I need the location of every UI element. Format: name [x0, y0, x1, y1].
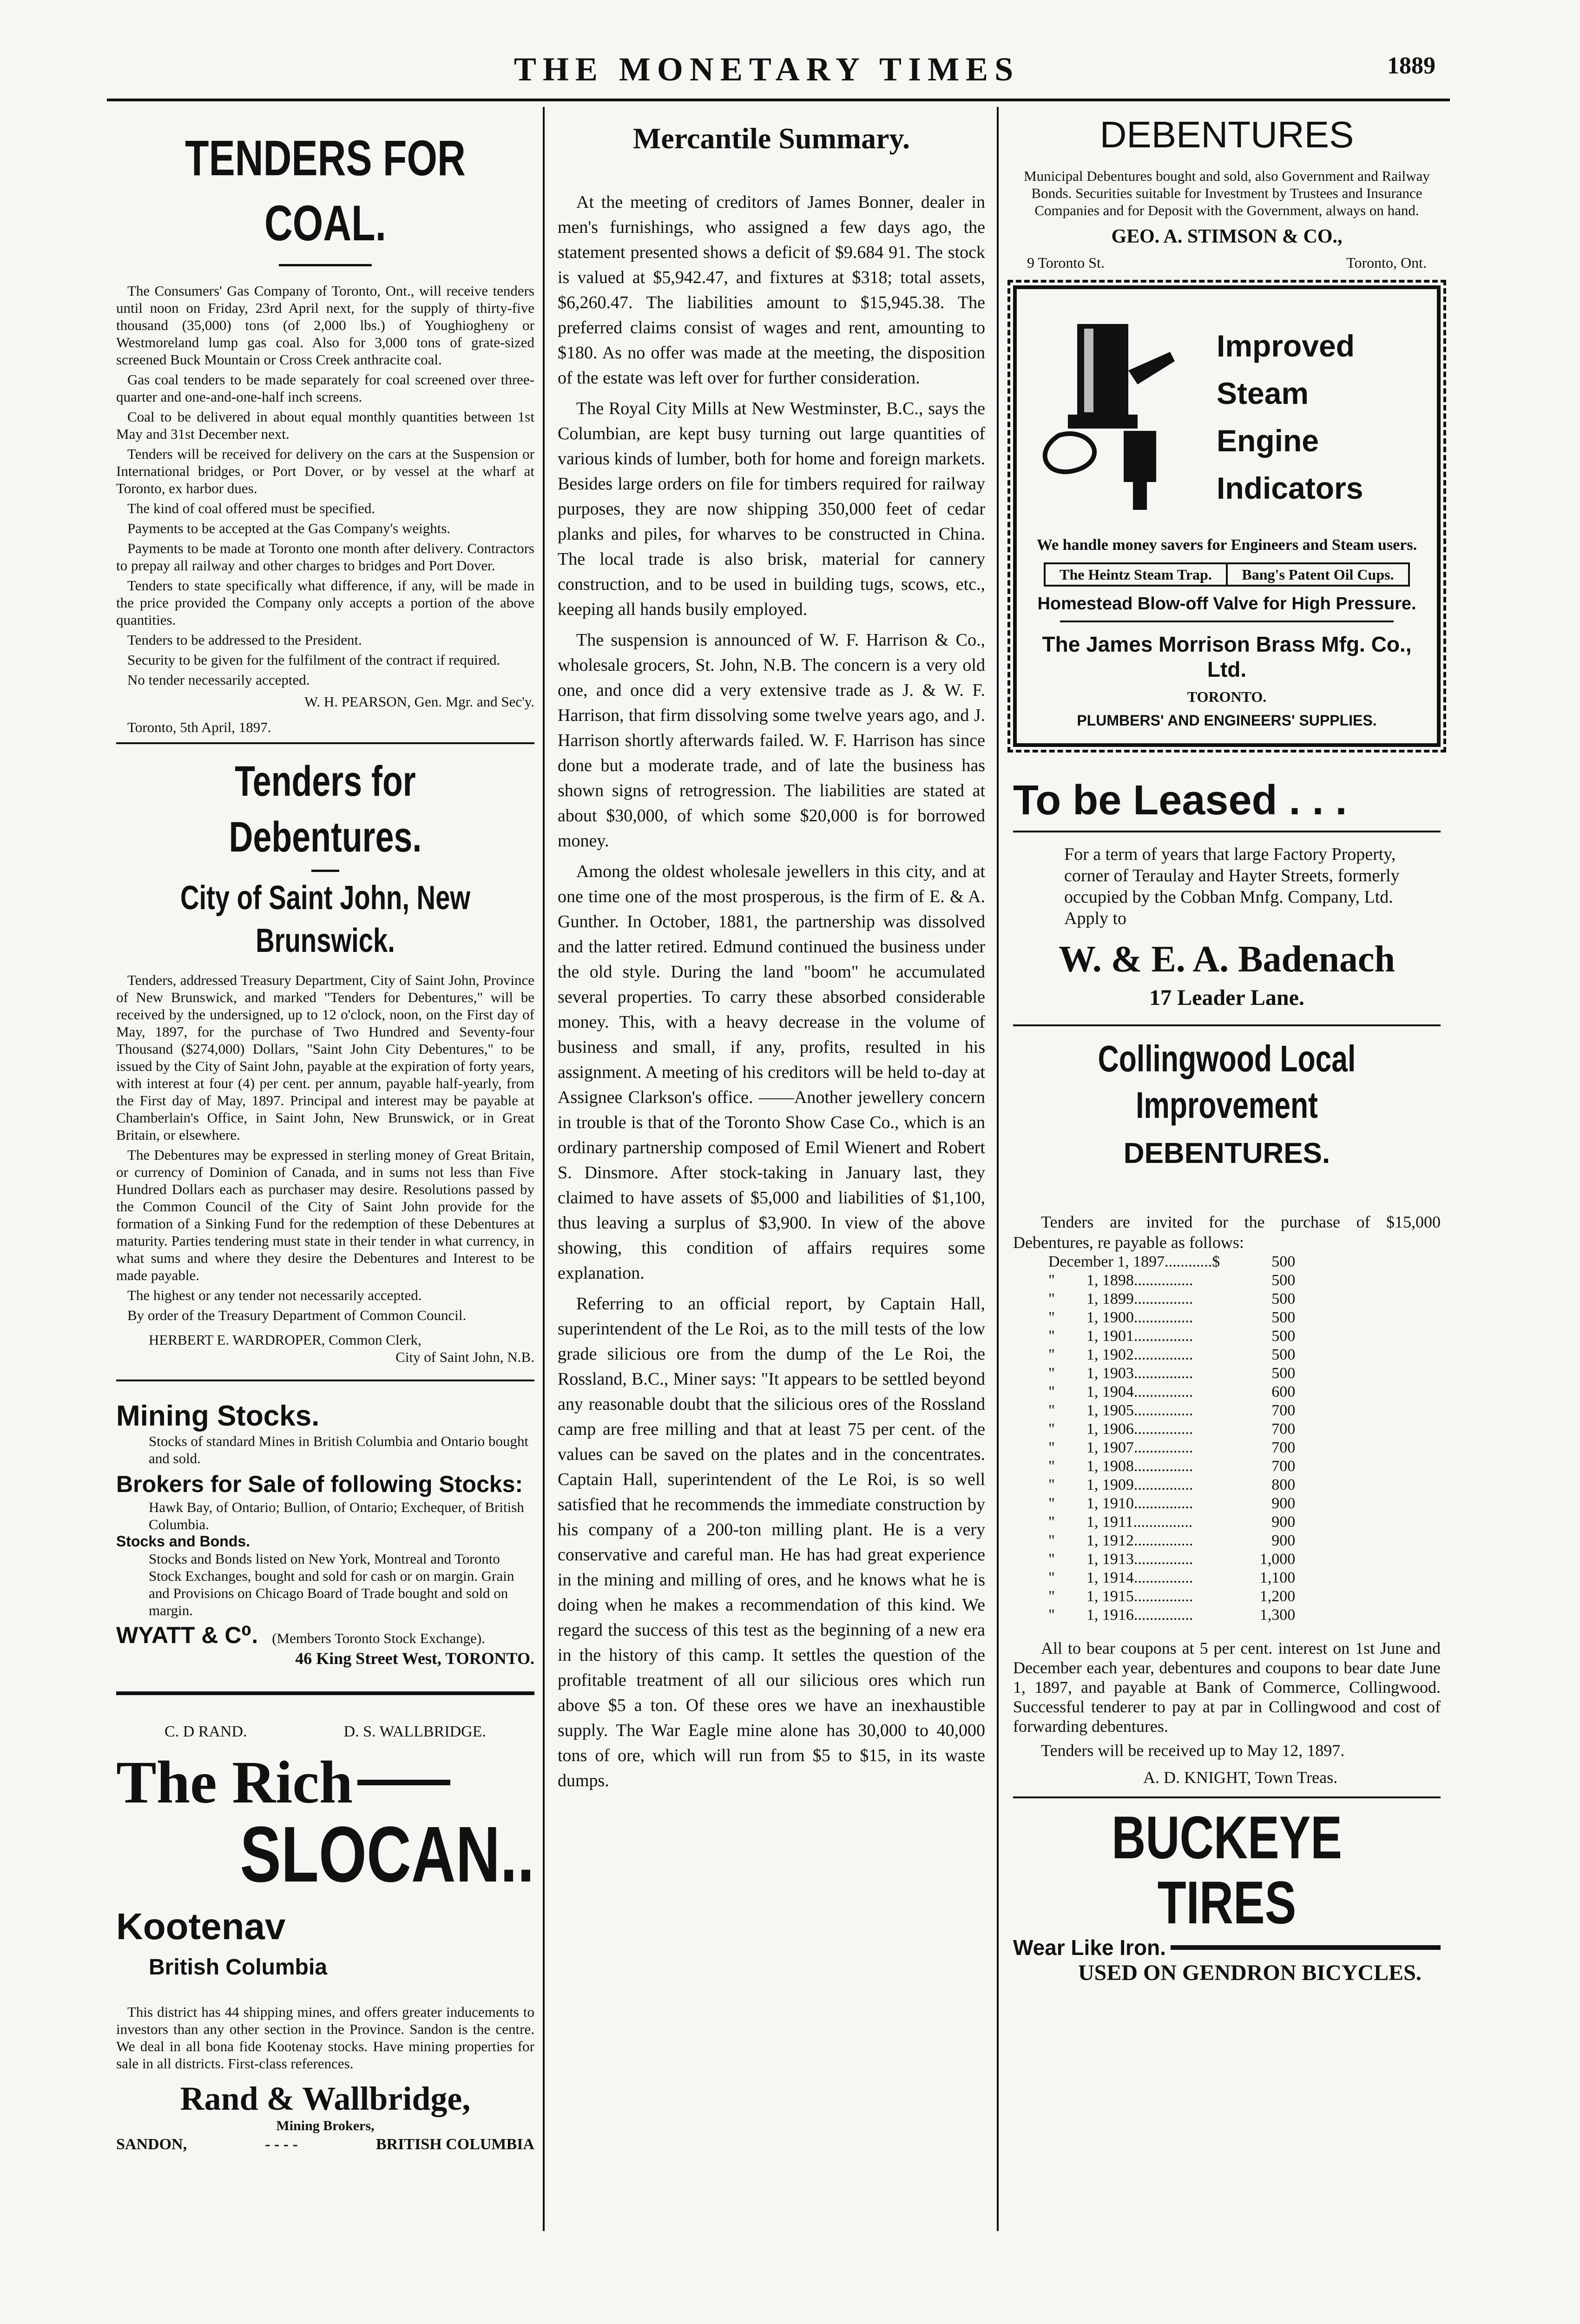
- repayment-date: " 1, 1913...............: [1048, 1551, 1193, 1568]
- repayment-amount: 500: [1271, 1346, 1296, 1363]
- masthead-rule: [107, 99, 1450, 101]
- coal-paragraph: Coal to be delivered in about equal monthly quantities between 1st May and 31st December next.: [116, 409, 534, 442]
- leased-text: For a term of years that large Factory Property, corner of Teraulay and Hayter Streets, formerly occupied by the Cobban Mnfg. Company, Ltd. Apply to: [1064, 845, 1400, 928]
- repayment-amount: 700: [1271, 1420, 1296, 1438]
- coal-paragraph: Payments to be made at Toronto one month after delivery. Contractors to prepay all railway and other charges to bridges and Port Dover.: [116, 540, 534, 574]
- divider: [1060, 621, 1393, 622]
- coal-heading: TENDERS FOR COAL.: [185, 130, 466, 251]
- stjohn-subheading: City of Saint John, New Brunswick.: [180, 879, 471, 959]
- table-row: [1046, 1308, 1298, 1327]
- buckeye-ad: [1013, 1805, 1441, 1986]
- morrison-firm: The James Morrison Brass Mfg. Co., Ltd.: [1042, 632, 1412, 681]
- repayment-amount: 700: [1271, 1439, 1296, 1456]
- column-left: [116, 107, 534, 2153]
- ind-line-2: Steam: [1217, 376, 1309, 410]
- divider: [311, 870, 339, 872]
- slocan-province: British Columbia: [149, 1955, 328, 1980]
- coal-paragraph: The kind of coal offered must be specified.: [127, 500, 375, 516]
- table-row: [1046, 1476, 1298, 1494]
- stimson-text: Municipal Debentures bought and sold, also Government and Railway Bonds. Securities suitable for Investment by Trustees and Insurance Companies and for Deposit with the Government, always on hand.: [1024, 168, 1430, 218]
- repayment-date: " 1, 1911...............: [1048, 1513, 1193, 1531]
- ind-line-4: Indicators: [1217, 471, 1363, 505]
- wallbridge-name: D. S. WALLBRIDGE.: [343, 1723, 486, 1740]
- table-row: [1046, 1550, 1298, 1569]
- coal-date: Toronto, 5th April, 1897.: [127, 719, 271, 735]
- badenach-address: 17 Leader Lane.: [1149, 985, 1304, 1010]
- collingwood-terms: All to bear coupons at 5 per cent. interest on 1st June and December each year, debentures and coupons to bear date June 1, 1897, and payable at Bank of Commerce, Collingwood. Successful tenderer to pay at par in Collingwood and cost of forwarding debentures.: [1013, 1639, 1441, 1736]
- slocan-region: Kootenav: [116, 1906, 286, 1947]
- badenach-firm: W. & E. A. Badenach: [1059, 939, 1395, 980]
- column-divider-1: [543, 107, 545, 2231]
- stjohn-signature-city: City of Saint John, N.B.: [395, 1349, 534, 1365]
- table-row: [1046, 1532, 1298, 1550]
- repayment-date: " 1, 1902...............: [1048, 1346, 1193, 1363]
- repayment-amount: 1,100: [1259, 1569, 1296, 1586]
- stimson-address: 9 Toronto St.: [1027, 254, 1105, 271]
- table-row: [1046, 1401, 1298, 1420]
- repayment-date: " 1, 1908...............: [1048, 1458, 1193, 1475]
- mining-text: Stocks of standard Mines in British Columbia and Ontario bought and sold.: [149, 1433, 529, 1466]
- sandon: SANDON,: [116, 2136, 187, 2153]
- repayment-amount: 500: [1271, 1365, 1296, 1382]
- repayment-date: " 1, 1910...............: [1048, 1495, 1193, 1512]
- repayment-amount: 500: [1271, 1327, 1296, 1345]
- valve-line: Homestead Blow-off Valve for High Pressure.: [1037, 594, 1416, 614]
- repayment-date: " 1, 1903...............: [1048, 1365, 1193, 1382]
- stjohn-debentures-ad: [116, 753, 534, 1366]
- repayment-date: " 1, 1907...............: [1048, 1439, 1193, 1456]
- buckeye-heading: BUCKEYE TIRES: [1112, 1803, 1342, 1936]
- flourish: [1171, 1945, 1441, 1950]
- table-row: [1046, 1271, 1298, 1290]
- repayment-amount: 800: [1271, 1476, 1296, 1493]
- leased-heading: To be Leased . . .: [1013, 777, 1347, 824]
- repayment-date: " 1, 1916...............: [1048, 1606, 1193, 1624]
- mercantile-paragraph: Among the oldest wholesale jewellers in this city, and at one time one of the most prosperous, is the firm of E. & A. Gunther. In October, 1881, the partnership was dissolved and the latter retired. Edmund continued the business under the old style. During the land "boom" he accumulated several properties. To carry these absorbed considerable money. This, with a heavy decrease in the volume of business and small, if any, profits, resulted in his assignment. A meeting of his creditors will be held to-day at Assignee Clarkson's office. ——Another jewellery concern in trouble is that of the Toronto Show Case Co., which is an ordinary partnership composed of Emil Wienert and Robert S. Dinsmore. After stock-taking in January last, they claimed to have assets of $5,000 and liabilities of $1,100, thus leaving a surplus of $3,900. In view of the above showing, this condition of affairs requires some explanation.: [558, 862, 985, 1283]
- stjohn-paragraph: The highest or any tender not necessarily accepted.: [127, 1287, 422, 1303]
- repayment-date: " 1, 1898...............: [1048, 1272, 1193, 1289]
- repayment-amount: 1,300: [1259, 1606, 1296, 1624]
- column-right: [1013, 107, 1441, 1986]
- stjohn-paragraph: By order of the Treasury Department of Common Council.: [127, 1307, 467, 1323]
- divider: [1013, 1796, 1441, 1798]
- repayment-amount: 1,000: [1259, 1551, 1296, 1568]
- buckeye-used-on: USED ON GENDRON BICYCLES.: [1078, 1961, 1422, 1985]
- coal-paragraph: The Consumers' Gas Company of Toronto, Ont., will receive tenders until noon on Friday, 23rd April next, for the supply of thirty-five thousand (35,000) tons (of 2,000 lbs.) of Youghiogheny or Westmoreland lump gas coal. Also for 3,000 tons of grate-sized screened Buck Mountain or Cross Creek anthracite coal.: [116, 283, 534, 368]
- repayment-amount: 900: [1271, 1513, 1296, 1531]
- divider: [116, 742, 534, 744]
- brokers-heading: Brokers for Sale of following Stocks:: [116, 1471, 523, 1497]
- repayment-date: " 1, 1914...............: [1048, 1569, 1193, 1586]
- table-row: [1046, 1346, 1298, 1364]
- stjohn-body: [116, 971, 534, 1324]
- divider: [116, 1691, 534, 1695]
- divider: [116, 1380, 534, 1381]
- steam-indicator-icon: [1031, 315, 1198, 519]
- repayment-amount: 900: [1271, 1495, 1296, 1512]
- repayment-date: " 1, 1900...............: [1048, 1309, 1193, 1326]
- column-divider-2: [997, 107, 999, 2231]
- masthead: [0, 50, 1580, 92]
- repayment-date: " 1, 1899...............: [1048, 1290, 1193, 1307]
- bonds-text: Stocks and Bonds listed on New York, Montreal and Toronto Stock Exchanges, bought and sold for cash or on margin. Grain and Provisions on Chicago Board of Trade bought and sold on margin.: [149, 1551, 514, 1618]
- wyatt-note: (Members Toronto Stock Exchange).: [272, 1630, 485, 1646]
- repayment-date: " 1, 1904...............: [1048, 1383, 1193, 1400]
- coal-paragraph: Tenders will be received for delivery on the cars at the Suspension or International bridges, or Port Dover, or by vessel at the wharf at Toronto, ex harbor dues.: [116, 446, 534, 496]
- table-row: [1046, 1494, 1298, 1513]
- slocan-text: This district has 44 shipping mines, and offers greater inducements to investors than any other section in the Province. Sandon is the centre. We deal in all bona fide Kootenay stocks. Have mining properties for sale in all districts. First-class references.: [116, 2004, 534, 2072]
- collingwood-signature: A. D. KNIGHT, Town Treas.: [1143, 1768, 1338, 1787]
- morrison-ad: [1013, 285, 1441, 747]
- rand-name: C. D RAND.: [165, 1723, 247, 1740]
- stimson-heading: DEBENTURES: [1099, 114, 1354, 155]
- repayment-date: December 1, 1897............$: [1048, 1253, 1220, 1270]
- heintz-trap: The Heintz Steam Trap.: [1046, 564, 1228, 585]
- repayment-date: " 1, 1915...............: [1048, 1588, 1193, 1605]
- morrison-supplies: PLUMBERS' AND ENGINEERS' SUPPLIES.: [1077, 712, 1377, 729]
- coal-signature: W. H. PEARSON, Gen. Mgr. and Sec'y.: [304, 693, 534, 710]
- repayment-amount: 500: [1271, 1272, 1296, 1289]
- repayment-amount: 1,200: [1259, 1588, 1296, 1605]
- stimson-ad: [1013, 112, 1441, 271]
- page-number: 1889: [1387, 53, 1435, 79]
- repayment-table: [1046, 1253, 1298, 1624]
- table-row: [1046, 1513, 1298, 1532]
- newspaper-title: THE MONETARY TIMES: [514, 51, 1020, 88]
- morrison-city: TORONTO.: [1187, 688, 1267, 705]
- brokers-list: Hawk Bay, of Ontario; Bullion, of Ontario; Exchequer, of British Columbia.: [149, 1499, 524, 1532]
- coal-body: [116, 282, 534, 688]
- ind-line-1: Improved: [1217, 329, 1355, 363]
- repayment-amount: 900: [1271, 1532, 1296, 1549]
- stjohn-signature: HERBERT E. WARDROPER, Common Clerk,: [149, 1332, 421, 1348]
- repayment-amount: 500: [1271, 1253, 1296, 1270]
- table-row: [1046, 1606, 1298, 1624]
- coal-paragraph: Payments to be accepted at the Gas Company's weights.: [127, 520, 451, 536]
- repayment-date: " 1, 1912...............: [1048, 1532, 1193, 1549]
- table-row: [1046, 1569, 1298, 1587]
- bonds-heading: Stocks and Bonds.: [116, 1533, 250, 1550]
- mercantile-paragraph: The suspension is announced of W. F. Harrison & Co., wholesale grocers, St. John, N.B. The concern is a very old one, and once did a very extensive trade as J. & W. F. Harrison, that firm dissolving some twelve years ago, and J. Harrison shortly afterwards failed. W. F. Harrison has since done but a moderate trade, and of late the business has shown signs of retrogression. The liabilities are stated at about $30,000, of which some $20,000 is for borrowed money.: [558, 630, 985, 851]
- collingwood-subheading: DEBENTURES.: [1123, 1137, 1330, 1169]
- wyatt-address: 46 King Street West, TORONTO.: [295, 1649, 534, 1668]
- coal-paragraph: Gas coal tenders to be made separately for coal screened over three-quarter and one-and-one-half inch screens.: [116, 371, 534, 405]
- rand-firm: Rand & Wallbridge,: [180, 2080, 471, 2117]
- products-box: [1044, 562, 1410, 587]
- stjohn-paragraph: The Debentures may be expressed in sterling money of Great Britain, or currency of Dominion of Canada, and in sums not less than Five Hundred Dollars each as purchaser may desire. Resolutions passed by the Common Council of the City of Saint John provide for the formation of a Sinking Fund for the redemption of these Debentures at maturity. Parties tendering must state in their tender in what currency, in what sums and where they desire the Debentures and Interest to be made payable.: [116, 1147, 534, 1283]
- table-row: [1046, 1439, 1298, 1457]
- coal-paragraph: No tender necessarily accepted.: [127, 672, 310, 688]
- table-row: [1046, 1290, 1298, 1308]
- mercantile-paragraph: Referring to an official report, by Captain Hall, superintendent of the Le Roi, as to the mill tests of the low grade silicious ore from the dump of the Le Roi, the Rossland, B.C., Miner says: "It appears to be settled beyond any reasonable doubt that the silicious ores of the Rossland camp are free milling and that at least 75 per cent. of the values can be saved on the plates and in the concentrates. Captain Hall, superintendent of the Le Roi, is so well satisfied that he recommends the immediate construction by his company of a 200-ton milling plant. He is a very conservative and careful man. He has had great experience in the mining and milling of ores, and he knows what he is doing when he makes a recommendation of this kind. We regard the success of this test as the beginning of a new era in the history of this camp. It settles the question of the profitable treatment of all our silicious ores which run above $5 a ton. Of these ores we have an inexhaustible supply. The War Eagle mine alone has 30,000 to 40,000 tons of ore, which will run from $5 to $15, in its waste dumps.: [558, 1294, 985, 1790]
- divider: [1013, 831, 1441, 832]
- repayment-amount: 500: [1271, 1309, 1296, 1326]
- rand-sub: Mining Brokers,: [276, 2118, 375, 2133]
- stimson-city: Toronto, Ont.: [1346, 254, 1427, 271]
- buckeye-slogan: Wear Like Iron.: [1013, 1935, 1166, 1960]
- leased-ad: [1013, 775, 1441, 1010]
- collingwood-heading: Collingwood Local Improvement: [1098, 1038, 1356, 1126]
- stjohn-paragraph: Tenders, addressed Treasury Department, City of Saint John, Province of New Brunswick, and marked "Tenders for Debentures," will be received by the undersigned, up to 12 o'clock, noon, on the First day of May, 1897, for the purchase of Two Hundred and Seventy-four Thousand ($274,000) Dollars, "Saint John City Debentures," to be issued by the City of Saint John, payable at the expiration of forty years, with interest at four (4) per cent. per annum, payable half-yearly, from the First day of May, 1897. Principal and interest may be payable at Chamberlain's Office, in Saint John, New Brunswick, or in Great Britain, or elsewhere.: [116, 972, 534, 1143]
- collingwood-ad: [1013, 1036, 1441, 1787]
- mining-stocks-ad: [116, 1400, 534, 1668]
- coal-paragraph: Tenders to be addressed to the President.: [127, 632, 362, 648]
- repayment-amount: 500: [1271, 1290, 1296, 1307]
- table-row: [1046, 1383, 1298, 1401]
- divider: [1013, 1024, 1441, 1026]
- table-row: [1046, 1364, 1298, 1383]
- mercantile-body: [558, 190, 985, 1793]
- table-row: [1046, 1457, 1298, 1476]
- slocan-title-2: SLOCAN..: [240, 1810, 534, 1899]
- stjohn-heading: Tenders for Debentures.: [229, 758, 422, 861]
- column-middle: [558, 107, 985, 1799]
- repayment-date: " 1, 1909...............: [1048, 1476, 1193, 1493]
- separator: - - - -: [265, 2136, 298, 2153]
- repayment-amount: 600: [1271, 1383, 1296, 1400]
- bc: BRITISH COLUMBIA: [375, 2136, 534, 2153]
- slocan-ad: [116, 1723, 534, 2153]
- divider: [279, 264, 372, 266]
- morrison-tagline: We handle money savers for Engineers and Steam users.: [1036, 536, 1417, 554]
- repayment-date: " 1, 1905...............: [1048, 1402, 1193, 1419]
- mining-heading: Mining Stocks.: [116, 1400, 320, 1432]
- table-row: [1046, 1587, 1298, 1606]
- ind-line-3: Engine: [1217, 423, 1319, 458]
- stimson-firm: GEO. A. STIMSON & CO.,: [1111, 226, 1343, 247]
- collingwood-deadline: Tenders will be received up to May 12, 1897.: [1041, 1741, 1345, 1760]
- slocan-title-1: The Rich: [116, 1749, 353, 1816]
- repayment-date: " 1, 1906...............: [1048, 1420, 1193, 1438]
- mercantile-heading: Mercantile Summary.: [632, 122, 910, 155]
- bangs-oil-cups: Bang's Patent Oil Cups.: [1242, 566, 1394, 583]
- table-row: [1046, 1327, 1298, 1346]
- table-row: [1046, 1253, 1298, 1271]
- repayment-amount: 700: [1271, 1402, 1296, 1419]
- mercantile-paragraph: The Royal City Mills at New Westminster, B.C., says the Columbian, are kept busy turning out large quantities of various kinds of lumber, both for home and foreign markets. Besides large orders on file for timbers required for railway purposes, they are now shipping 350,000 feet of cedar planks and piles, for wharves to be constructed in China. The local trade is also brisk, material for cannery construction, and to be used in building tugs, scows, etc., keeping all hands busily employed.: [558, 399, 985, 619]
- mercantile-paragraph: At the meeting of creditors of James Bonner, dealer in men's furnishings, who assigned a few days ago, the statement presented shows a deficit of $9.684 91. The stock is valued at $5,942.47, and fixtures at $318; total assets, $6,260.47. The liabilities amount to $15,945.38. The preferred claims consist of wages and rent, amounting to $180. As no offer was made at the meeting, the disposition of the estate was left over for further consideration.: [558, 192, 985, 388]
- repayment-date: " 1, 1901...............: [1048, 1327, 1193, 1345]
- table-row: [1046, 1420, 1298, 1439]
- coal-paragraph: Tenders to state specifically what difference, if any, will be made in the price provided the Company only accepts a portion of the above quantities.: [116, 577, 534, 628]
- flourish: [357, 1780, 450, 1785]
- repayment-amount: 700: [1271, 1458, 1296, 1475]
- coal-paragraph: Security to be given for the fulfilment of the contract if required.: [127, 652, 500, 668]
- wyatt-firm: WYATT & C⁰.: [116, 1622, 258, 1648]
- collingwood-intro: Tenders are invited for the purchase of $15,000 Debentures, re payable as follows:: [1013, 1213, 1441, 1252]
- coal-tender-ad: [116, 125, 534, 736]
